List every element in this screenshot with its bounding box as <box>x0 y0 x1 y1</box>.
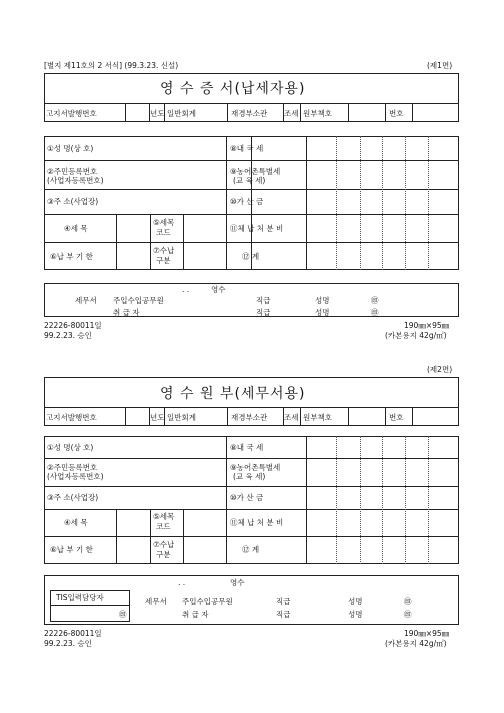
field-edu-label: (교 육 세) <box>233 176 266 185</box>
ledger-name-2: 성명 <box>348 610 363 619</box>
sign-name-2: 성명 <box>315 308 330 317</box>
footer-size-1: 190㎜×95㎜ <box>404 321 450 330</box>
ledger-name-1: 성명 <box>348 597 363 606</box>
ledger-topbar-tax: 조세 <box>284 413 299 422</box>
ledger-income-label: ⑦수납 <box>153 540 175 549</box>
receipt-title: 영 수 증 서(납세자용) <box>160 81 306 97</box>
topbar-ministry: 재경부소관 <box>231 109 268 118</box>
field-tax-item-label: ④세 목 <box>64 224 88 233</box>
topbar-ledger: 원부책호 <box>303 109 332 118</box>
field-name-label: ①성 명(상 호) <box>47 144 94 153</box>
field-tax-code-label: ⑤세목 <box>153 218 175 227</box>
sign-rank-2: 직급 <box>256 308 271 317</box>
footer-paper-1: (카본용지 42g/㎡) <box>385 331 447 340</box>
ledger-topbar-notice-no: 고지서발행번호 <box>46 413 97 422</box>
form-reference: [별지 제11호의 2 서식] (99.3.23. 신설) <box>44 61 179 70</box>
ledger-idno-sub: (사업자등록번호) <box>47 472 104 481</box>
seal-icon-1: ㊞ <box>371 296 379 305</box>
ledger-delinquency-label: ⑪체 납 처 분 비 <box>230 518 284 527</box>
ledger-topbar-ledger: 원부책호 <box>303 413 332 422</box>
ledger-tax-code-sub: 코드 <box>156 522 171 531</box>
ledger-due-label: ⑥납 부 기 한 <box>50 545 93 554</box>
ledger-official: 주입수입공무원 <box>182 597 233 606</box>
topbar-year: 년도 <box>150 109 165 118</box>
ledger-idno-label: ②주민등록번호 <box>47 463 98 472</box>
ledger-rank-1: 직급 <box>276 597 291 606</box>
ledger-income-sub: 구분 <box>156 550 171 559</box>
ledger-title: 영 수 원 부(세무서용) <box>160 386 306 402</box>
seal-icon-2: ㊞ <box>371 308 379 317</box>
ledger-rank-2: 직급 <box>276 610 291 619</box>
ledger-total-label: ⑫ 계 <box>242 545 260 554</box>
sign-rank-1: 직급 <box>256 296 271 305</box>
ledger-received: 영수 <box>230 578 245 587</box>
sign-office: 세무서 <box>75 296 97 305</box>
tis-seal-icon: ㊞ <box>119 610 127 619</box>
field-domestic-label: ⑧내 국 세 <box>230 144 264 153</box>
ledger-special-label: ⑨농어촌특별세 <box>230 463 281 472</box>
page-number-2: (제2면) <box>427 365 453 374</box>
ledger-tax-item-label: ④세 목 <box>64 518 88 527</box>
ledger-office: 세무서 <box>145 597 167 606</box>
ledger-name-label: ①성 명(상 호) <box>47 443 94 452</box>
ledger-date-marks: . . <box>178 578 186 587</box>
field-tax-code-sub: 코드 <box>156 228 171 237</box>
topbar-notice-no: 고지서발행번호 <box>46 109 97 118</box>
field-addition-label: ⑩가 산 금 <box>230 197 264 206</box>
topbar-general: 일반회계 <box>167 109 196 118</box>
sign-name-1: 성명 <box>315 296 330 305</box>
field-delinquency-label: ⑪체 납 처 분 비 <box>230 224 284 233</box>
footer-paper-2: (카본용지 42g/㎡) <box>385 639 447 648</box>
footer-code-2: 22226-80011일 <box>44 629 102 638</box>
sign-received: 영수 <box>211 285 226 294</box>
field-due-label: ⑥납 부 기 한 <box>50 252 93 261</box>
ledger-edu-label: (교 육 세) <box>233 472 266 481</box>
footer-approved-1: 99.2.23. 승인 <box>44 331 92 340</box>
field-special-label: ⑨농어촌특별세 <box>230 167 281 176</box>
field-income-sub: 구분 <box>156 256 171 265</box>
topbar-number: 번호 <box>389 109 404 118</box>
ledger-topbar-ministry: 재경부소관 <box>231 413 268 422</box>
receipt-sign-box <box>44 283 459 317</box>
field-income-label: ⑦수납 <box>153 246 175 255</box>
ledger-seal-icon-1: ㊞ <box>404 597 412 606</box>
ledger-domestic-label: ⑧내 국 세 <box>230 443 264 452</box>
ledger-topbar-year: 년도 <box>150 413 165 422</box>
ledger-seal-icon-2: ㊞ <box>404 610 412 619</box>
ledger-topbar-general: 일반회계 <box>167 413 196 422</box>
page-number-1: (제1면) <box>427 61 453 70</box>
tis-label: TIS입력담당자 <box>56 593 104 602</box>
ledger-addr-label: ③주 소(사업장) <box>47 493 99 502</box>
sign-handler: 취 급 자 <box>113 308 140 317</box>
sign-official: 주입수입공무원 <box>113 296 164 305</box>
field-addr-label: ③주 소(사업장) <box>47 197 99 206</box>
ledger-handler: 취 급 자 <box>182 610 209 619</box>
footer-code-1: 22226-80011일 <box>44 321 102 330</box>
field-total-label: ⑫ 계 <box>242 252 260 261</box>
field-idno-label: ②주민등록번호 <box>47 167 98 176</box>
ledger-tax-code-label: ⑤세목 <box>153 512 175 521</box>
footer-approved-2: 99.2.23. 승인 <box>44 639 92 648</box>
ledger-addition-label: ⑩가 산 금 <box>230 493 264 502</box>
topbar-tax: 조세 <box>284 109 299 118</box>
field-idno-sub: (사업자등록번호) <box>47 176 104 185</box>
ledger-topbar-number: 번호 <box>389 413 404 422</box>
footer-size-2: 190㎜×95㎜ <box>404 629 450 638</box>
sign-date-marks: . . <box>182 285 190 294</box>
